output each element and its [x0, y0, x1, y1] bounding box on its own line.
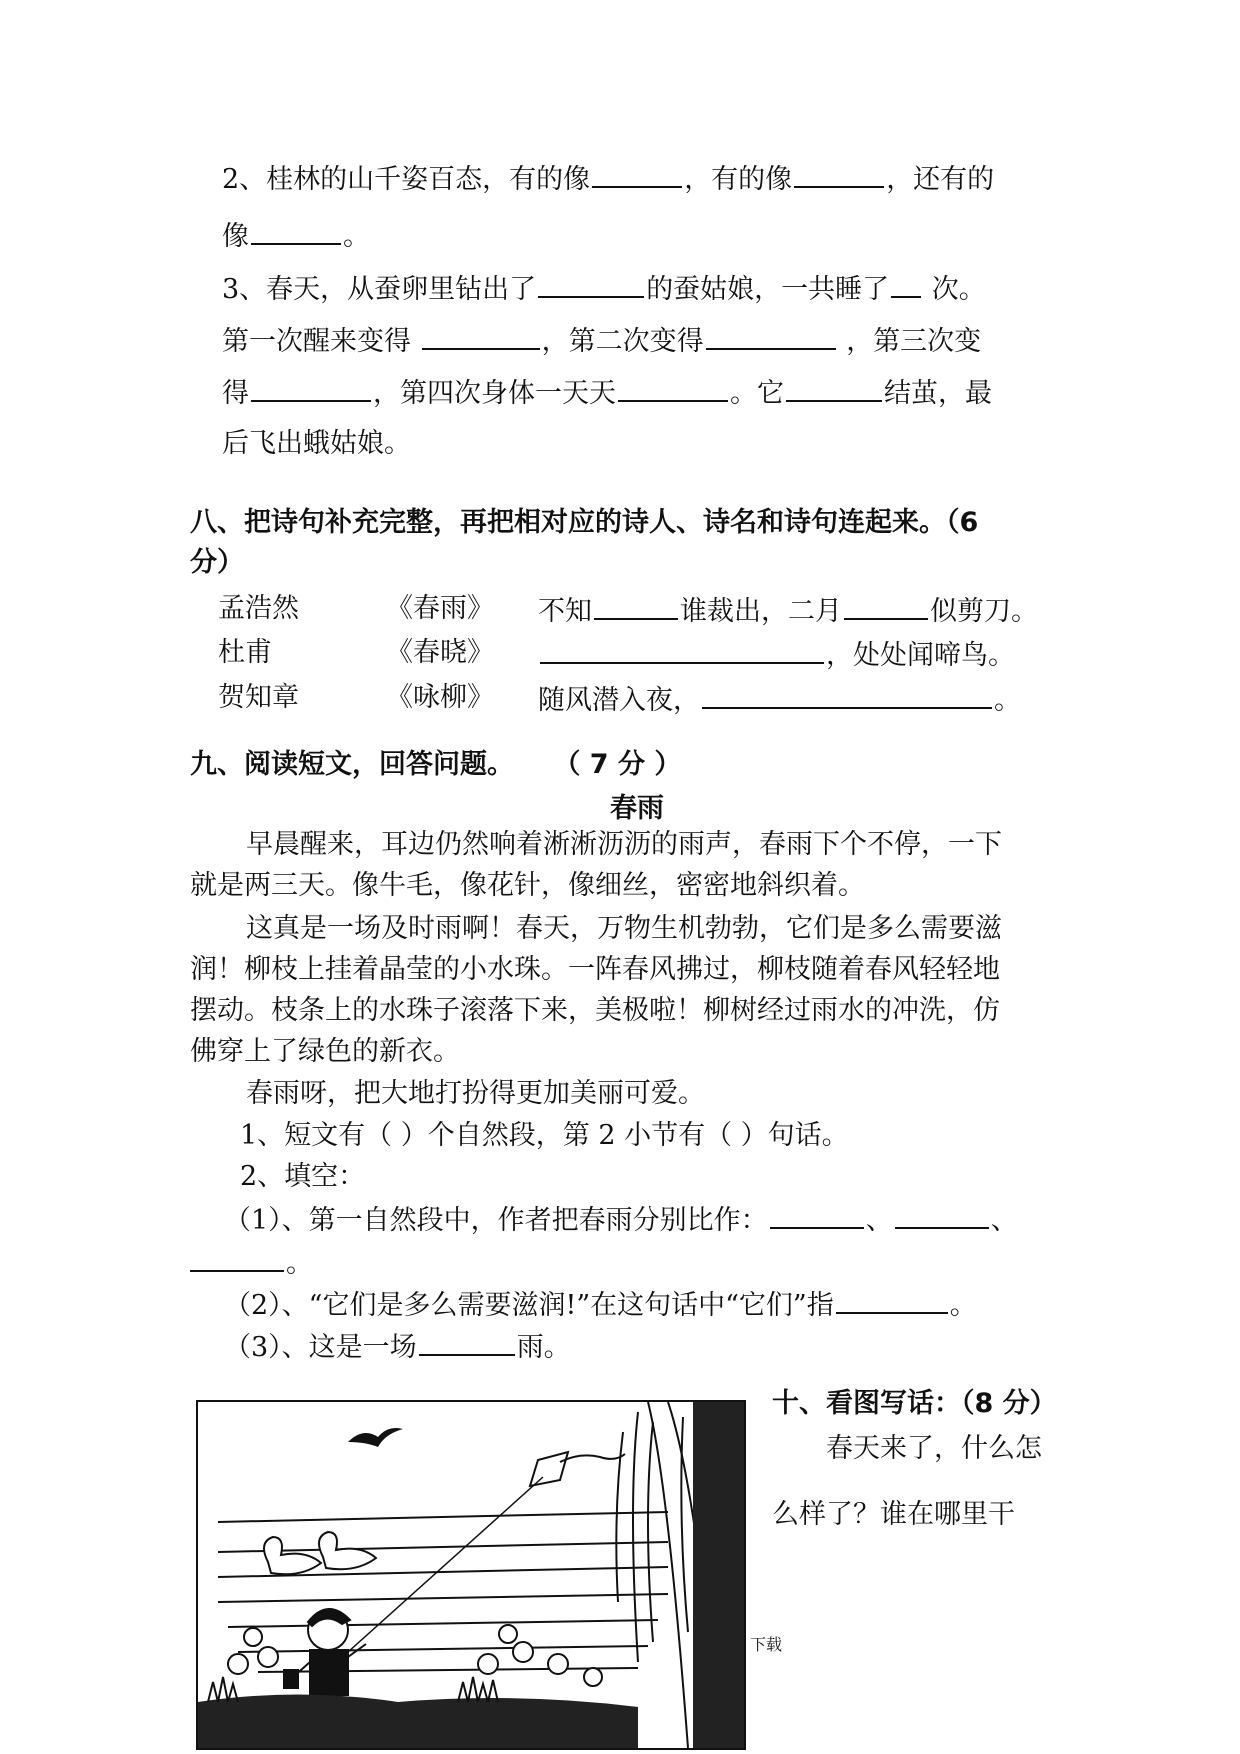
p1-line1: 早晨醒来，耳边仍然响着淅淅沥沥的雨声，春雨下个不停，一下	[246, 829, 1002, 860]
answer-blank[interactable]	[251, 217, 341, 245]
poet-3: 贺知章	[218, 682, 299, 713]
p3-line1: 春雨呀，把大地打扮得更加美丽可爱。	[246, 1078, 705, 1109]
ducks	[264, 1532, 376, 1574]
p1-line2: 就是两三天。像牛毛，像花针，像细丝，密密地斜织着。	[190, 870, 865, 901]
q3-line3: 得 ，第四次身体一天天 。它 结茧，最	[222, 374, 992, 411]
writing-prompt-line1: 春天来了，什么怎	[826, 1433, 1042, 1464]
tree-trunk	[693, 1402, 744, 1748]
answer-blank[interactable]	[594, 592, 678, 620]
bird-icon	[348, 1428, 403, 1447]
answer-blank[interactable]	[786, 374, 882, 402]
question-2-1-cont: 。	[188, 1244, 313, 1281]
p2-line3: 摆动。枝条上的水珠子滚落下来，美极啦！柳树经过雨水的冲洗，仿	[190, 995, 1000, 1026]
answer-blank[interactable]	[895, 1201, 989, 1229]
p2-line4: 佛穿上了绿色的新衣。	[190, 1036, 460, 1067]
answer-blank[interactable]	[891, 270, 921, 298]
q3-line2: 第一次醒来变得 ，第二次变得 ，第三次变	[222, 322, 981, 359]
p2-line2: 润！柳枝上挂着晶莹的小水珠。一阵春风拂过，柳枝随着春风轻轻地	[190, 954, 1000, 985]
question-2-3: （3）、这是一场 雨。	[224, 1328, 571, 1365]
answer-blank[interactable]	[702, 681, 992, 709]
answer-blank[interactable]	[836, 1286, 948, 1314]
answer-blank[interactable]	[592, 160, 682, 188]
answer-blank[interactable]	[540, 636, 824, 664]
poem-2: 《春晓》	[386, 637, 494, 668]
illustration-svg	[198, 1402, 744, 1748]
poem-1: 《春雨》	[386, 593, 494, 624]
question-2: 2、填空：	[240, 1161, 366, 1192]
poem-3: 《咏柳》	[386, 682, 494, 713]
answer-blank[interactable]	[706, 322, 836, 350]
question-1: 1、短文有（ ）个自然段，第 2 小节有（ ）句话。	[240, 1120, 849, 1151]
answer-blank[interactable]	[770, 1201, 864, 1229]
section8-title-line1: 八、把诗句补充完整，再把相对应的诗人、诗名和诗句连起来。（6	[190, 507, 979, 538]
illustration-spring-kite	[196, 1400, 746, 1750]
story-title: 春雨	[610, 793, 664, 824]
verse-2: ，处处闻啼鸟。	[538, 636, 1015, 673]
q3-line4: 后飞出蛾姑娘。	[222, 428, 411, 459]
poet-1: 孟浩然	[218, 593, 299, 624]
p2-line1: 这真是一场及时雨啊！春天，万物生机勃勃，它们是多么需要滋	[246, 913, 1002, 944]
verse-1: 不知 谁裁出，二月 似剪刀。	[538, 592, 1038, 629]
answer-blank[interactable]	[844, 592, 928, 620]
writing-prompt-line2: 么样了？谁在哪里干	[772, 1499, 1015, 1530]
lake-waves	[218, 1512, 668, 1672]
answer-blank[interactable]	[618, 374, 728, 402]
section10-title: 十、看图写话：（8 分）	[772, 1388, 1057, 1419]
section9-title: 九、阅读短文，回答问题。 （ 7 分 ）	[190, 749, 682, 780]
q3-line1: 3、春天，从蚕卵里钻出了 的蚕姑娘，一共睡了 次。	[222, 270, 986, 307]
ground	[198, 1695, 638, 1749]
answer-blank[interactable]	[251, 374, 371, 402]
answer-blank[interactable]	[419, 1328, 515, 1356]
verse-3: 随风潜入夜， 。	[538, 681, 1021, 718]
answer-blank[interactable]	[190, 1244, 284, 1272]
answer-blank[interactable]	[794, 160, 884, 188]
q2-line1: 2、桂林的山千姿百态，有的像 ，有的像 ，还有的	[222, 160, 994, 197]
question-2-1: （1）、第一自然段中，作者把春雨分别比作： 、 、	[224, 1201, 1018, 1238]
poet-2: 杜甫	[218, 637, 272, 668]
question-2-2: （2）、“它们是多么需要滋润!”在这句话中“它们”指 。	[224, 1286, 977, 1323]
section8-title-line2: 分）	[190, 547, 244, 578]
q2-line2: 像 。	[222, 217, 370, 254]
answer-blank[interactable]	[538, 270, 644, 298]
answer-blank[interactable]	[422, 322, 540, 350]
download-label: 下载	[750, 1635, 783, 1654]
